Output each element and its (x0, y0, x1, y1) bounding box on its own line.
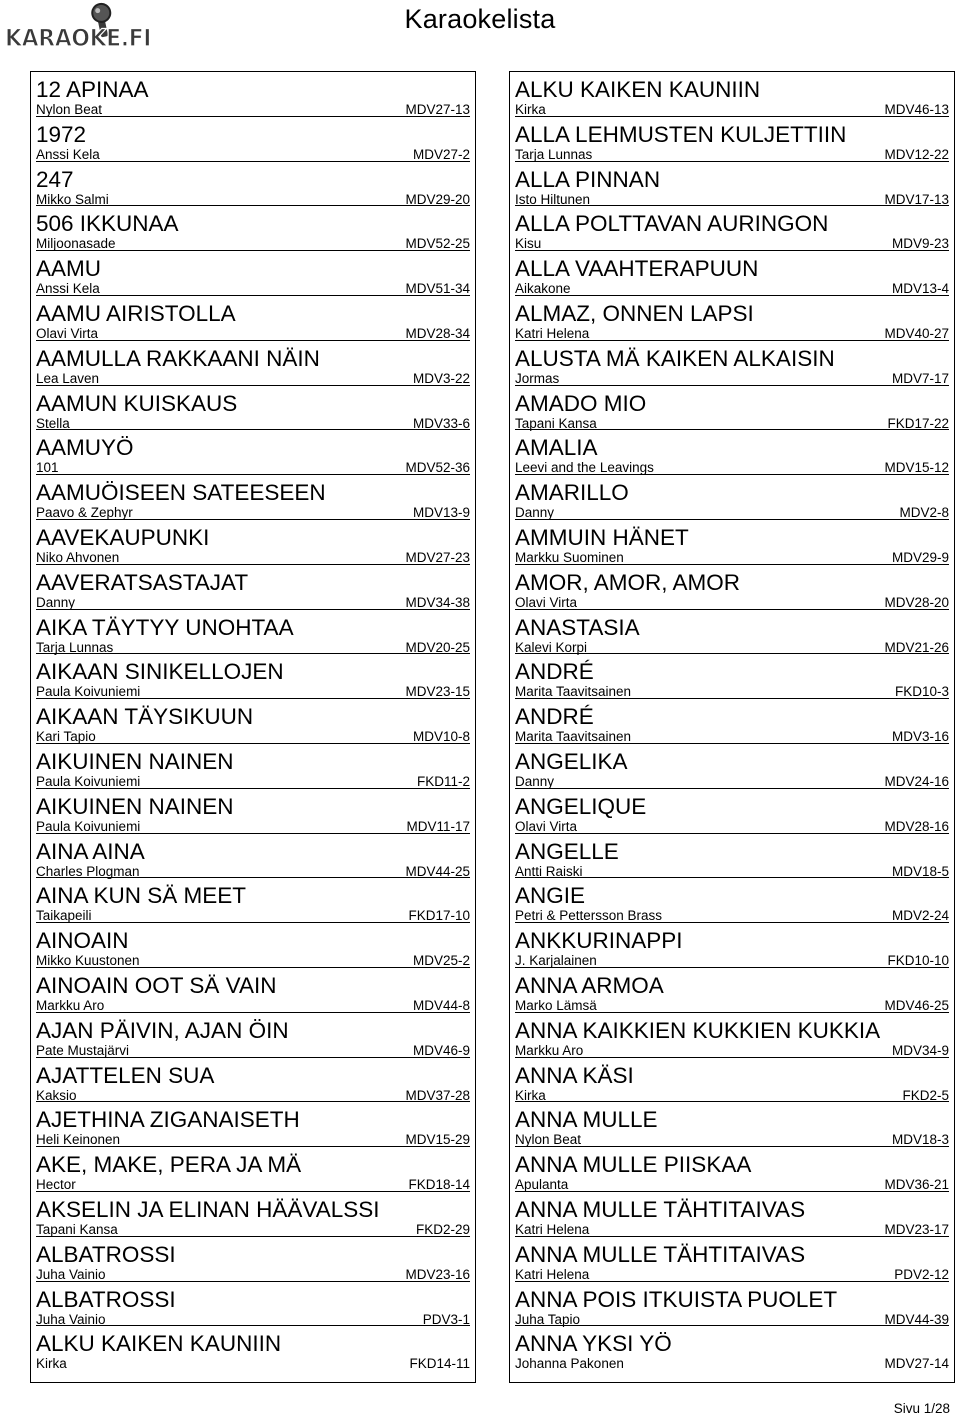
song-code: MDV28-34 (405, 325, 470, 341)
song-title: AINOAIN OOT SÄ VAIN (36, 972, 277, 998)
song-meta (515, 909, 949, 922)
song-meta (515, 1223, 949, 1236)
song-title: AAMUÖISEEN SATEESEEN (36, 480, 326, 506)
song-meta (515, 775, 949, 788)
song-artist: Jormas (515, 370, 560, 386)
song-entry (515, 878, 949, 923)
song-code: MDV27-23 (405, 549, 470, 565)
song-code: MDV27-13 (405, 102, 470, 117)
song-entry (36, 1237, 470, 1282)
song-title: AAMUN KUISKAUS (36, 390, 238, 416)
song-meta (36, 1044, 470, 1057)
song-artist: Tapani Kansa (36, 1221, 118, 1237)
song-meta (515, 506, 949, 519)
song-entry (515, 699, 949, 744)
song-code: MDV36-21 (884, 1177, 949, 1193)
song-entry (515, 206, 949, 251)
song-meta (36, 999, 470, 1012)
song-artist: Heli Keinonen (36, 1132, 121, 1148)
song-meta (515, 372, 949, 385)
song-artist: Anssi Kela (36, 281, 100, 297)
song-code: MDV13-9 (412, 505, 470, 521)
song-entry (515, 1237, 949, 1282)
song-code: MDV46-9 (412, 1042, 470, 1058)
song-code: MDV46-25 (884, 997, 949, 1013)
song-artist: Kirka (515, 1087, 546, 1103)
song-artist: Paula Koivuniemi (36, 773, 141, 789)
song-entry (515, 386, 949, 431)
song-title: 12 APINAA (36, 77, 149, 102)
song-artist: Katri Helena (515, 325, 590, 341)
song-code: MDV46-13 (884, 102, 949, 117)
song-code: FKD11-2 (416, 773, 470, 789)
song-code: MDV37-28 (405, 1087, 470, 1103)
song-meta (36, 506, 470, 519)
song-entry (515, 834, 949, 879)
song-entry (515, 789, 949, 834)
song-entry (515, 430, 949, 475)
song-entry (515, 1326, 949, 1371)
song-meta (36, 372, 470, 385)
song-title: AJATTELEN SUA (36, 1062, 215, 1088)
song-artist: Olavi Virta (515, 594, 578, 610)
song-entry (36, 1058, 470, 1103)
song-code: MDV3-16 (891, 729, 949, 745)
song-entry (36, 341, 470, 386)
song-artist: Leevi and the Leavings (515, 460, 654, 476)
song-title: 247 (36, 166, 74, 192)
song-meta (36, 1133, 470, 1146)
song-artist: Kalevi Korpi (515, 639, 588, 655)
song-meta (36, 730, 470, 743)
song-title: AIKAAN TÄYSIKUUN (36, 704, 254, 730)
song-code: FKD2-5 (902, 1087, 949, 1103)
song-meta (36, 1268, 470, 1281)
song-title: AMMUIN HÄNET (515, 524, 689, 550)
song-code: MDV21-26 (884, 639, 949, 655)
song-meta (36, 1178, 470, 1191)
song-title: 1972 (36, 121, 87, 147)
song-code: MDV52-25 (405, 236, 470, 252)
song-meta (36, 148, 470, 161)
song-title: AINOAIN (36, 928, 129, 954)
song-code: MDV52-36 (405, 460, 470, 476)
song-entry (515, 565, 949, 610)
song-title: AMADO MIO (515, 390, 647, 416)
song-artist: Anssi Kela (36, 146, 100, 162)
song-artist: Olavi Virta (515, 818, 578, 834)
song-artist: Johanna Pakonen (515, 1356, 624, 1372)
song-entry (36, 610, 470, 655)
song-code: MDV12-22 (884, 146, 949, 162)
song-title: AAVERATSASTAJAT (36, 569, 249, 595)
song-artist: Marita Taavitsainen (515, 729, 632, 745)
song-code: PDV3-1 (422, 1311, 470, 1327)
song-entry (36, 699, 470, 744)
song-code: FKD14-11 (409, 1356, 470, 1372)
song-code: MDV18-5 (891, 863, 949, 879)
song-artist: Juha Vainio (36, 1311, 106, 1327)
song-entry (515, 341, 949, 386)
song-code: MDV25-2 (412, 953, 470, 969)
song-entry (515, 475, 949, 520)
song-artist: Mikko Salmi (36, 191, 109, 207)
song-meta (515, 730, 949, 743)
song-meta (36, 596, 470, 609)
song-entry (36, 878, 470, 923)
song-title: AINA KUN SÄ MEET (36, 883, 247, 909)
song-artist: Markku Aro (36, 997, 105, 1013)
song-meta (36, 417, 470, 430)
song-artist: Hector (36, 1177, 76, 1193)
song-meta (515, 685, 949, 698)
song-artist: Kirka (515, 102, 546, 117)
song-meta (36, 103, 470, 116)
song-code: FKD2-29 (415, 1221, 470, 1237)
song-title: AINA AINA (36, 838, 145, 864)
song-meta (515, 820, 949, 833)
song-entry (36, 475, 470, 520)
song-artist: Danny (515, 505, 555, 521)
song-artist: Tarja Lunnas (36, 639, 114, 655)
song-artist: Charles Plogman (36, 863, 140, 879)
song-entry (36, 1192, 470, 1237)
song-artist: Taikapeili (36, 908, 92, 924)
song-code: MDV17-13 (884, 191, 949, 207)
song-title: ALKU KAIKEN KAUNIIN (36, 1331, 282, 1357)
song-artist: Kisu (515, 236, 542, 252)
song-code: MDV9-23 (891, 236, 949, 252)
song-artist: Paavo & Zephyr (36, 505, 133, 521)
song-meta (36, 1089, 470, 1102)
song-code: FKD17-10 (408, 908, 470, 924)
song-entry (515, 1102, 949, 1147)
page-title: Karaokelista (404, 4, 556, 34)
song-entry (36, 386, 470, 431)
song-artist: Aikakone (515, 281, 571, 297)
song-code: MDV34-38 (405, 594, 470, 610)
song-code: MDV28-16 (884, 818, 949, 834)
song-meta (515, 641, 949, 654)
song-title: ALLA POLTTAVAN AURINGON (515, 211, 829, 237)
song-title: ANNA KAIKKIEN KUKKIEN KUKKIA (515, 1017, 881, 1043)
song-meta (515, 596, 949, 609)
song-artist: Marita Taavitsainen (515, 684, 632, 700)
song-entry (515, 251, 949, 296)
song-entry (36, 72, 470, 117)
song-meta (515, 1044, 949, 1057)
song-list-right-column (509, 71, 955, 1383)
song-entry (36, 206, 470, 251)
song-title: AAMUYÖ (36, 435, 134, 461)
logo-text: KARAOKE.FI (5, 24, 151, 52)
song-code: MDV3-22 (412, 370, 470, 386)
song-entry (515, 162, 949, 207)
song-title: ALLA LEHMUSTEN KULJETTIIN (515, 121, 847, 147)
song-title: AIKUINEN NAINEN (36, 793, 234, 819)
song-code: MDV18-3 (891, 1132, 949, 1148)
song-title: 506 IKKUNAA (36, 211, 179, 237)
song-entry (36, 834, 470, 879)
page-number: Sivu 1/28 (893, 1401, 950, 1416)
song-entry (515, 296, 949, 341)
song-code: MDV2-8 (899, 505, 949, 521)
song-meta (515, 1268, 949, 1281)
song-meta (515, 865, 949, 878)
song-code: MDV23-15 (405, 684, 470, 700)
song-list-left-column (30, 71, 476, 1383)
song-meta (36, 775, 470, 788)
song-code: MDV29-9 (891, 549, 949, 565)
song-artist: Kirka (36, 1356, 67, 1372)
song-meta (36, 282, 470, 295)
song-title: AIKUINEN NAINEN (36, 748, 234, 774)
song-artist: Petri & Pettersson Brass (515, 908, 663, 924)
song-meta (515, 461, 949, 474)
song-code: MDV13-4 (891, 281, 949, 297)
song-entry (515, 1192, 949, 1237)
song-title: ALMAZ, ONNEN LAPSI (515, 300, 754, 326)
song-artist: Markku Aro (515, 1042, 584, 1058)
song-artist: Olavi Virta (36, 325, 99, 341)
song-entry (515, 744, 949, 789)
song-meta (36, 909, 470, 922)
song-meta (36, 1357, 470, 1370)
song-entry (36, 1102, 470, 1147)
song-meta (36, 1223, 470, 1236)
song-title: ALUSTA MÄ KAIKEN ALKAISIN (515, 345, 835, 371)
song-title: AIKAAN SINIKELLOJEN (36, 659, 284, 685)
song-meta (515, 551, 949, 564)
song-meta (36, 641, 470, 654)
song-artist: Danny (515, 773, 555, 789)
song-entry (515, 72, 949, 117)
song-meta (515, 1357, 949, 1370)
song-code: FKD17-22 (887, 415, 949, 431)
song-title: ANNA MULLE PIISKAA (515, 1152, 752, 1178)
song-artist: Nylon Beat (515, 1132, 582, 1148)
song-code: MDV40-27 (884, 325, 949, 341)
song-title: ANNA POIS ITKUISTA PUOLET (515, 1286, 838, 1312)
song-artist: Pate Mustajärvi (36, 1042, 130, 1058)
song-artist: Miljoonasade (36, 236, 116, 252)
song-meta (36, 954, 470, 967)
song-code: MDV51-34 (405, 281, 470, 297)
song-meta (515, 1313, 949, 1326)
song-entry (36, 430, 470, 475)
song-code: MDV27-14 (884, 1356, 949, 1372)
song-entry (36, 968, 470, 1013)
song-code: MDV27-2 (412, 146, 470, 162)
song-title: ANKKURINAPPI (515, 928, 683, 954)
song-code: PDV2-12 (894, 1266, 949, 1282)
song-entry (515, 520, 949, 565)
song-meta (515, 148, 949, 161)
song-title: AKE, MAKE, PERA JA MÄ (36, 1152, 302, 1178)
song-title: AJETHINA ZIGANAISETH (36, 1107, 300, 1133)
song-title: ANGELIQUE (515, 793, 647, 819)
song-title: AAVEKAUPUNKI (36, 524, 210, 550)
song-code: MDV10-8 (412, 729, 470, 745)
song-title: ALBATROSSI (36, 1286, 176, 1312)
song-title: AAMU (36, 256, 102, 282)
song-meta (36, 327, 470, 340)
song-code: MDV15-12 (884, 460, 949, 476)
song-entry (515, 923, 949, 968)
song-meta (515, 237, 949, 250)
song-entry (515, 968, 949, 1013)
song-artist: J. Karjalainen (515, 953, 597, 969)
song-meta (36, 865, 470, 878)
song-meta (36, 461, 470, 474)
song-entry (36, 1013, 470, 1058)
song-title: AAMU AIRISTOLLA (36, 300, 236, 326)
song-meta (36, 193, 470, 206)
song-meta (515, 999, 949, 1012)
song-entry (515, 1282, 949, 1327)
song-title: ALBATROSSI (36, 1241, 176, 1267)
song-code: MDV29-20 (405, 191, 470, 207)
song-code: MDV23-17 (884, 1221, 949, 1237)
song-meta (515, 327, 949, 340)
song-title: ANGIE (515, 883, 586, 909)
song-artist: Mikko Kuustonen (36, 953, 140, 969)
song-code: MDV34-9 (891, 1042, 949, 1058)
song-code: MDV23-16 (405, 1266, 470, 1282)
song-code: MDV44-25 (405, 863, 470, 879)
song-artist: Danny (36, 594, 76, 610)
song-title: ALLA PINNAN (515, 166, 661, 192)
song-entry (515, 117, 949, 162)
song-meta (515, 417, 949, 430)
song-entry (515, 1147, 949, 1192)
song-title: AMOR, AMOR, AMOR (515, 569, 741, 595)
song-title: AMALIA (515, 435, 598, 461)
song-code: MDV7-17 (891, 370, 949, 386)
song-entry (515, 654, 949, 699)
song-artist: Paula Koivuniemi (36, 818, 141, 834)
song-entry (515, 1058, 949, 1103)
song-meta (36, 685, 470, 698)
song-title: ANDRÉ (515, 659, 594, 685)
song-entry (36, 789, 470, 834)
song-entry (36, 744, 470, 789)
song-artist: Juha Tapio (515, 1311, 581, 1327)
song-artist: Kari Tapio (36, 729, 96, 745)
song-title: ANNA MULLE (515, 1107, 658, 1133)
song-entry (36, 923, 470, 968)
song-title: AMARILLO (515, 480, 629, 506)
song-meta (36, 237, 470, 250)
song-title: ANNA MULLE TÄHTITAIVAS (515, 1241, 806, 1267)
song-title: ANDRÉ (515, 704, 594, 730)
song-code: MDV2-24 (891, 908, 949, 924)
song-entry (36, 1282, 470, 1327)
song-title: ANNA YKSI YÖ (515, 1331, 672, 1357)
song-title: ANNA MULLE TÄHTITAIVAS (515, 1196, 806, 1222)
song-meta (36, 1313, 470, 1326)
song-artist: Niko Ahvonen (36, 549, 120, 565)
song-meta (515, 954, 949, 967)
song-meta (515, 1133, 949, 1146)
song-artist: Katri Helena (515, 1266, 590, 1282)
song-entry (36, 296, 470, 341)
song-code: MDV44-39 (884, 1311, 949, 1327)
song-artist: Kaksio (36, 1087, 77, 1103)
song-title: ANNA KÄSI (515, 1062, 634, 1088)
song-entry (36, 520, 470, 565)
song-title: ANGELIKA (515, 748, 628, 774)
song-artist: 101 (36, 460, 59, 476)
song-artist: Katri Helena (515, 1221, 590, 1237)
song-code: MDV20-25 (405, 639, 470, 655)
song-title: ALKU KAIKEN KAUNIIN (515, 77, 761, 102)
song-title: ANNA ARMOA (515, 972, 664, 998)
song-entry (36, 654, 470, 699)
song-title: ANGELLE (515, 838, 619, 864)
song-entry (36, 565, 470, 610)
song-code: FKD10-10 (887, 953, 949, 969)
song-code: MDV11-17 (406, 818, 470, 834)
song-entry (36, 1147, 470, 1192)
song-title: ALLA VAAHTERAPUUN (515, 256, 759, 282)
song-artist: Marko Lämsä (515, 997, 597, 1013)
song-code: MDV24-16 (884, 773, 949, 789)
song-meta (36, 820, 470, 833)
song-artist: Tapani Kansa (515, 415, 597, 431)
song-entry (36, 1326, 470, 1371)
song-meta (515, 282, 949, 295)
song-title: AAMULLA RAKKAANI NÄIN (36, 345, 320, 371)
song-meta (515, 193, 949, 206)
song-artist: Apulanta (515, 1177, 569, 1193)
song-artist: Nylon Beat (36, 102, 103, 117)
song-artist: Antti Raiski (515, 863, 583, 879)
song-code: MDV28-20 (884, 594, 949, 610)
song-artist: Paula Koivuniemi (36, 684, 141, 700)
song-code: MDV44-8 (412, 997, 470, 1013)
song-code: MDV33-6 (412, 415, 470, 431)
song-meta (515, 1178, 949, 1191)
song-title: AIKA TÄYTYY UNOHTAA (36, 614, 294, 640)
song-entry (36, 162, 470, 207)
song-title: AJAN PÄIVIN, AJAN ÖIN (36, 1017, 289, 1043)
song-title: AKSELIN JA ELINAN HÄÄVALSSI (36, 1196, 380, 1222)
song-code: FKD10-3 (894, 684, 949, 700)
song-meta (36, 551, 470, 564)
song-meta (515, 1089, 949, 1102)
song-entry (36, 251, 470, 296)
song-artist: Juha Vainio (36, 1266, 106, 1282)
song-meta (515, 103, 949, 116)
song-artist: Tarja Lunnas (515, 146, 593, 162)
song-code: FKD18-14 (408, 1177, 470, 1193)
song-code: MDV15-29 (405, 1132, 470, 1148)
song-entry (515, 1013, 949, 1058)
song-artist: Lea Laven (36, 370, 100, 386)
song-entry (36, 117, 470, 162)
song-artist: Isto Hiltunen (515, 191, 591, 207)
song-artist: Markku Suominen (515, 549, 624, 565)
song-entry (515, 610, 949, 655)
song-title: ANASTASIA (515, 614, 640, 640)
song-artist: Stella (36, 415, 70, 431)
